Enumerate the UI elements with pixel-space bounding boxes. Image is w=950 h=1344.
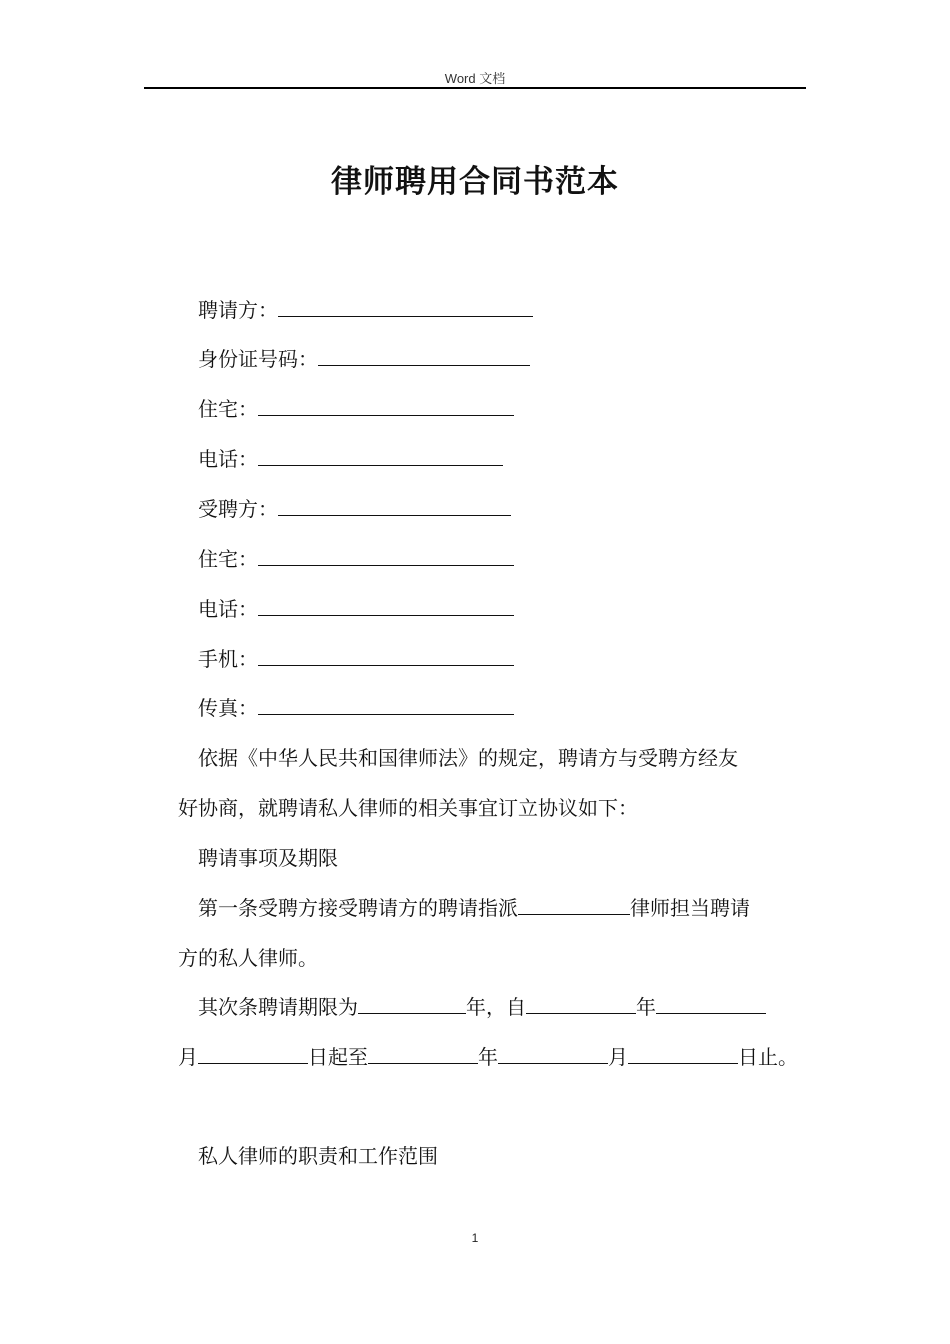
field-phone — [198, 445, 503, 473]
fill-blank[interactable] — [498, 1043, 608, 1064]
field-fax — [198, 694, 514, 722]
field-hired-party — [198, 495, 511, 523]
article-2-line — [178, 1043, 798, 1071]
article-text: 律师担当聘请 — [630, 896, 750, 920]
article-text: 其次条聘请期限为 — [198, 995, 358, 1019]
article-text: 第一条受聘方接受聘请方的聘请指派 — [198, 896, 518, 920]
fill-blank[interactable] — [258, 645, 514, 666]
article-text: 日起至 — [308, 1045, 368, 1069]
field-mobile — [198, 645, 514, 673]
article-1-line: 方的私人律师。 — [178, 946, 318, 970]
field-label: 住宅： — [198, 397, 258, 421]
article-text: 日止。 — [738, 1045, 798, 1069]
section-heading: 聘请事项及期限 — [198, 846, 338, 870]
fill-blank[interactable] — [258, 395, 514, 416]
section-heading: 私人律师的职责和工作范围 — [198, 1144, 438, 1168]
field-label: 电话： — [198, 597, 258, 621]
fill-blank[interactable] — [368, 1043, 478, 1064]
fill-blank[interactable] — [358, 993, 466, 1014]
field-label: 身份证号码： — [198, 347, 318, 371]
fill-blank[interactable] — [258, 545, 514, 566]
header-rule — [144, 87, 806, 89]
article-2-line — [198, 993, 766, 1021]
article-text: 月 — [178, 1045, 198, 1069]
fill-blank[interactable] — [258, 595, 514, 616]
article-1-line — [198, 894, 750, 922]
fill-blank[interactable] — [258, 694, 514, 715]
field-residence — [198, 545, 514, 573]
fill-blank[interactable] — [628, 1043, 738, 1064]
article-text: 年，自 — [466, 995, 526, 1019]
fill-blank[interactable] — [318, 345, 530, 366]
fill-blank[interactable] — [198, 1043, 308, 1064]
fill-blank[interactable] — [258, 445, 503, 466]
fill-blank[interactable] — [278, 495, 511, 516]
field-label: 传真： — [198, 696, 258, 720]
fill-blank[interactable] — [526, 993, 636, 1014]
field-id-number — [198, 345, 530, 373]
field-label: 聘请方： — [198, 298, 278, 322]
field-label: 手机： — [198, 647, 258, 671]
fill-blank[interactable] — [518, 894, 630, 915]
field-label: 电话： — [198, 447, 258, 471]
field-residence — [198, 395, 514, 423]
article-text: 月 — [608, 1045, 628, 1069]
page-header: Word 文档 — [444, 71, 506, 86]
intro-paragraph-line: 好协商，就聘请私人律师的相关事宜订立协议如下： — [178, 796, 638, 820]
field-phone — [198, 595, 514, 623]
field-hiring-party — [198, 296, 533, 324]
article-text: 年 — [478, 1045, 498, 1069]
document-title: 律师聘用合同书范本 — [331, 164, 619, 200]
field-label: 住宅： — [198, 547, 258, 571]
field-label: 受聘方： — [198, 497, 278, 521]
page-number: 1 — [471, 1231, 479, 1245]
fill-blank[interactable] — [278, 296, 533, 317]
article-text: 年 — [636, 995, 656, 1019]
intro-paragraph-line: 依据《中华人民共和国律师法》的规定，聘请方与受聘方经友 — [198, 746, 738, 770]
fill-blank[interactable] — [656, 993, 766, 1014]
